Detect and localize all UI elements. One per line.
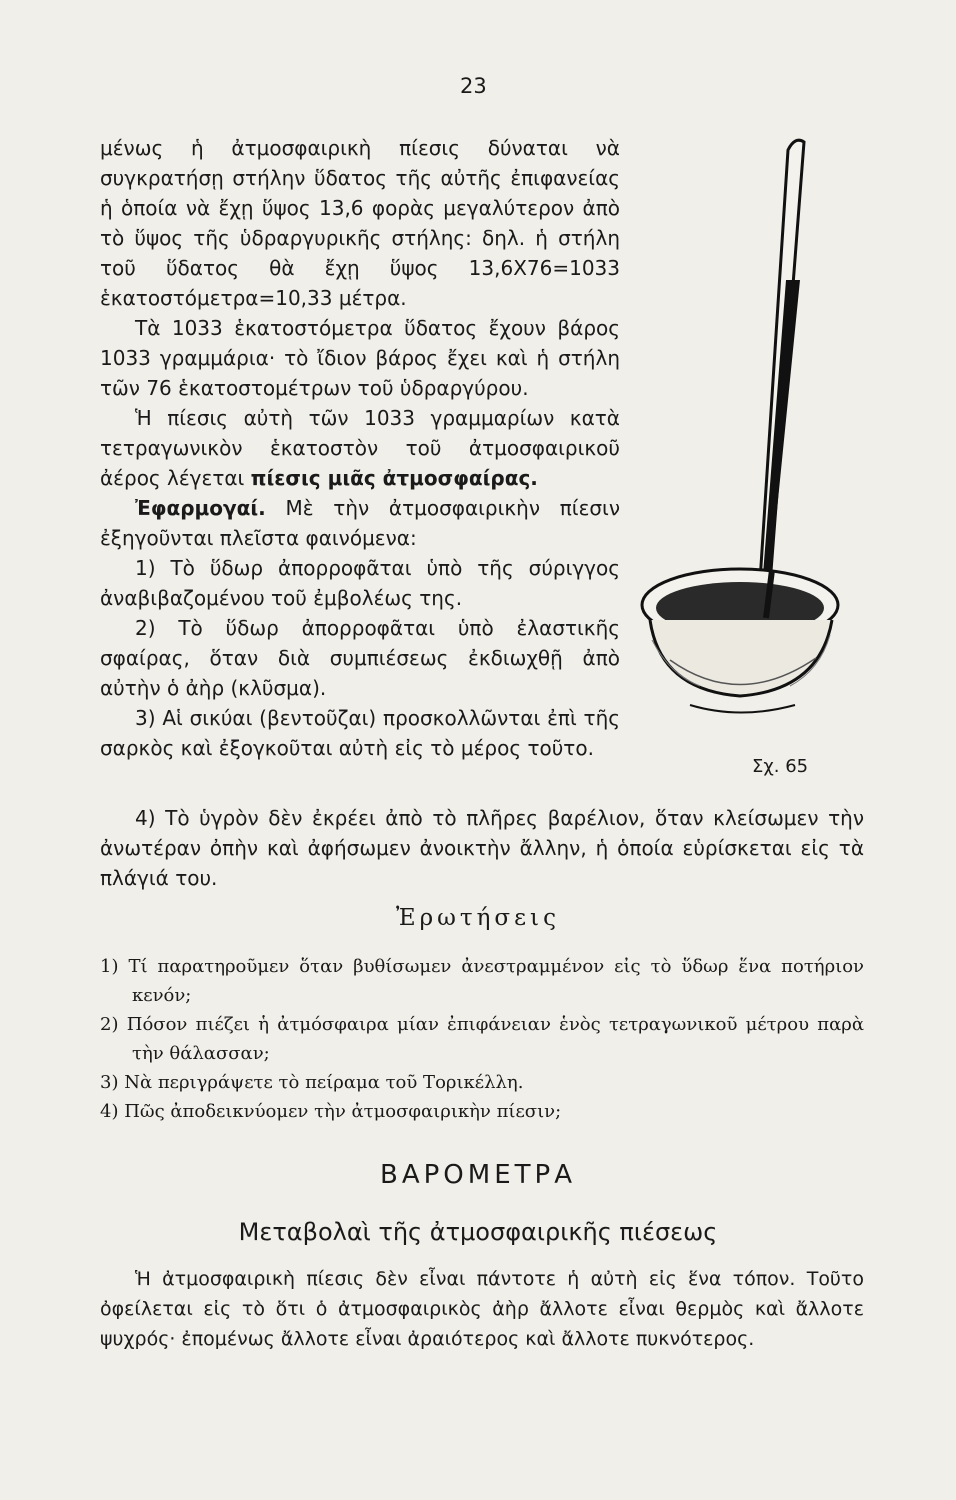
paragraph-applications [100,493,620,553]
applications-label: Ἐφαρμογαί. [135,496,266,520]
paragraph-weight: Τὰ 1033 ἑκατοστόμετρα ὕδατος ἔχουν βάρος 1033 γραμμάρια· τὸ ἴδιον βάρος ἔχει καὶ ἡ στήλη τῶν 76 ἑκατοστομέτρων τοῦ ὑδραργύρου. [100,316,620,400]
questions-list [100,952,864,1126]
question-item: 2) Πόσον πιέζει ἡ ἀτμόσφαιρα μίαν ἐπιφάνειαν ἑνὸς τετραγωνικοῦ μέτρου παρὰ τὴν θάλασσαν; [100,1014,864,1064]
paragraph-atmosphere-definition [100,403,620,493]
section-subtitle: Μεταβολαὶ τῆς ἀτμοσφαιρικῆς πιέσεως [238,1218,718,1246]
full-width-text [100,803,864,893]
application-item-2: 2) Τὸ ὕδωρ ἀπορροφᾶται ὑπὸ ἐλαστικῆς σφαίρας, ὅταν διὰ συμπιέσεως ἐκδιωχθῇ ἀπὸ αὐτὴν ὁ ἀὴρ (κλῦσμα). [100,616,620,700]
final-paragraph: Ἡ ἀτμοσφαιρικὴ πίεσις δὲν εἶναι πάντοτε ἡ αὐτὴ εἰς ἕνα τόπον. Τοῦτο ὀφείλεται εἰς τὸ ὅτι ὁ ἀτμοσφαιρικὸς ἀὴρ ἄλλοτε εἶναι θερμὸς καὶ ἄλλοτε ψυχρός· ἐπομένως ἄλλοτε εἶναι ἀραιότερος καὶ ἄλλοτε πυκνότερος. [100,1268,864,1350]
questions-heading: Ἐρωτήσεις [396,905,560,931]
section-title: ΒΑΡΟΜΕΤΡΑ [380,1160,576,1190]
applications-intro: Μὲ τὴν ἀτμοσφαιρικὴν πίεσιν ἐξηγοῦνται πλεῖστα φαινόμενα: [100,496,620,550]
paragraph-water-column: μένως ἡ ἀτμοσφαιρικὴ πίεσις δύναται νὰ συγκρατήσῃ στήλην ὕδατος τῆς αὐτῆς ἐπιφανείας ἡ ὁποία νὰ ἔχῃ ὕψος 13,6 φορὰς μεγαλύτερον ἀπὸ τὸ ὕψος τῆς ὑδραργυρικῆς στήλης: δηλ. ἡ στήλη τοῦ ὕδατος θὰ ἔχῃ ὕψος 13,6Χ76=1033 ἑκατοστόμετρα=10,33 μέτρα. [100,136,620,310]
figure-caption: Σχ. 65 [752,756,809,777]
final-paragraph-block [100,1264,864,1354]
left-text-column [100,133,620,763]
question-item: 4) Πῶς ἀποδεικνύομεν τὴν ἀτμοσφαιρικὴν πίεσιν; [100,1101,562,1122]
pressure-emphasis: πίεσις μιᾶς ἀτμοσφαίρας. [250,466,538,490]
question-item: 3) Νὰ περιγράψετε τὸ πείραμα τοῦ Τορικέλλη. [100,1072,524,1093]
question-item: 1) Τί παρατηροῦμεν ὅταν βυθίσωμεν ἀνεστραμμένον εἰς τὸ ὕδωρ ἕνα ποτήριον κενόν; [100,956,864,1006]
page-number: 23 [460,74,487,98]
figure-tube-in-bowl [630,130,880,810]
application-item-1: 1) Τὸ ὕδωρ ἀπορροφᾶται ὑπὸ τῆς σύριγγος ἀναβιβαζομένου τοῦ ἐμβολέως της. [100,556,620,610]
pressure-text: Ἡ πίεσις αὐτὴ τῶν 1033 γραμμαρίων κατὰ τετραγωνικὸν ἑκατοστὸν τοῦ ἀτμοσφαιρικοῦ ἀέρος λέγεται [100,406,620,490]
application-item-3: 3) Αἱ σικύαι (βεντοῦζαι) προσκολλῶνται ἐπὶ τῆς σαρκὸς καὶ ἐξογκοῦται αὐτὴ εἰς τὸ μέρος τοῦτο. [100,706,620,760]
application-item-4: 4) Τὸ ὑγρὸν δὲν ἐκρέει ἀπὸ τὸ πλῆρες βαρέλιον, ὅταν κλείσωμεν τὴν ἀνωτέραν ὀπὴν καὶ ἀφήσωμεν ἀνοικτὴν ἄλλην, ἡ ὁποία εὑρίσκεται εἰς τὰ πλάγιά του. [100,806,864,890]
